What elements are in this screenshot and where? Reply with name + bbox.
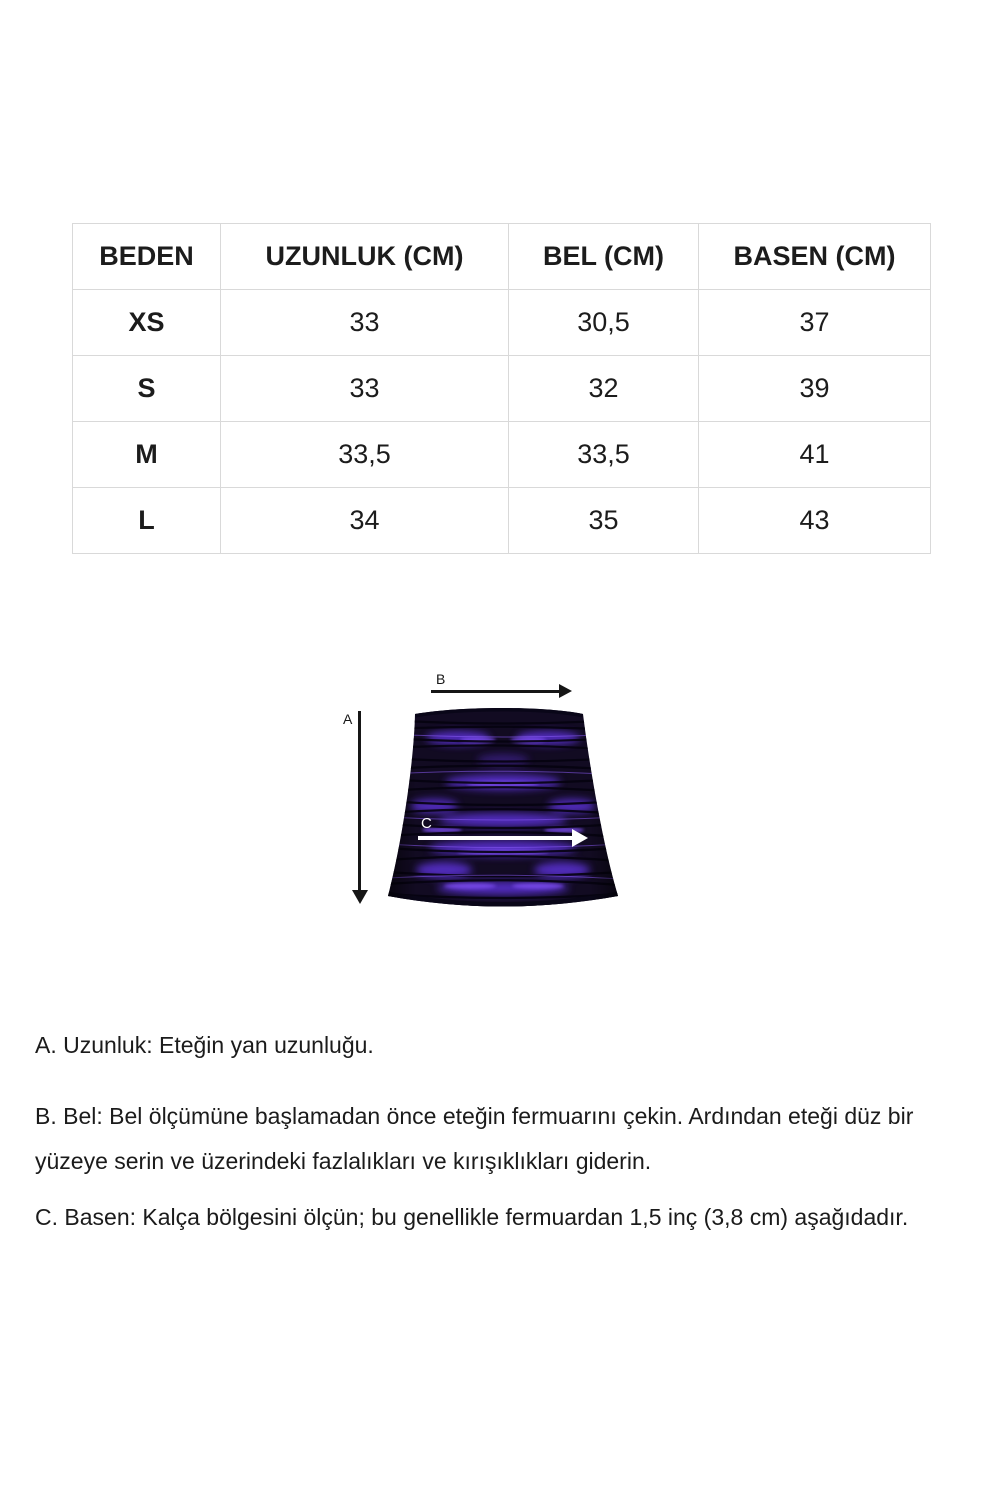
table-header-row — [73, 224, 931, 290]
length-label-a: A — [343, 711, 353, 727]
table-row-m — [73, 422, 931, 488]
uzunluk-cell: 33 — [221, 356, 509, 422]
note-waist — [35, 1094, 980, 1184]
bel-cell: 35 — [509, 488, 699, 554]
column-header-uzunluk: UZUNLUK (CM) — [221, 224, 509, 290]
column-header-bel: BEL (CM) — [509, 224, 699, 290]
length-arrow-head-icon — [352, 890, 368, 904]
hip-arrow-head-icon — [572, 829, 588, 847]
table-row-s — [73, 356, 931, 422]
bel-cell: 30,5 — [509, 290, 699, 356]
note-length: A. Uzunluk: Eteğin yan uzunluğu. — [35, 1032, 374, 1058]
uzunluk-cell: 33 — [221, 290, 509, 356]
basen-cell: 41 — [699, 422, 931, 488]
column-header-basen: BASEN (CM) — [699, 224, 931, 290]
basen-cell: 43 — [699, 488, 931, 554]
hip-arrow-line-icon — [418, 836, 572, 840]
length-arrow-line-icon — [358, 711, 361, 890]
basen-cell: 37 — [699, 290, 931, 356]
basen-cell: 39 — [699, 356, 931, 422]
hip-label-c: C — [421, 815, 433, 832]
note-hip: C. Basen: Kalça bölgesini ölçün; bu genellikle fermuardan 1,5 inç (3,8 cm) aşağıdadır. — [35, 1204, 909, 1230]
size-cell: XS — [73, 290, 221, 356]
waist-arrow-head-icon — [559, 684, 572, 698]
bel-cell: 32 — [509, 356, 699, 422]
waist-label-b: B — [436, 671, 446, 687]
table-row-xs — [73, 290, 931, 356]
size-cell: S — [73, 356, 221, 422]
uzunluk-cell: 34 — [221, 488, 509, 554]
size-cell: M — [73, 422, 221, 488]
bel-cell: 33,5 — [509, 422, 699, 488]
note-waist-line1: B. Bel: Bel ölçümüne başlamadan önce eteğin fermuarını çekin. Ardından eteği düz bir — [35, 1103, 914, 1129]
note-waist-line2: yüzeye serin ve üzerindeki fazlalıkları ve kırışıklıkları giderin. — [35, 1148, 652, 1174]
size-table — [72, 223, 931, 554]
skirt-product-image — [386, 702, 620, 910]
waist-arrow-line-icon — [431, 690, 559, 693]
uzunluk-cell: 33,5 — [221, 422, 509, 488]
table-row-l — [73, 488, 931, 554]
size-cell: L — [73, 488, 221, 554]
skirt-illustration — [386, 702, 620, 910]
column-header-beden: BEDEN — [73, 224, 221, 290]
